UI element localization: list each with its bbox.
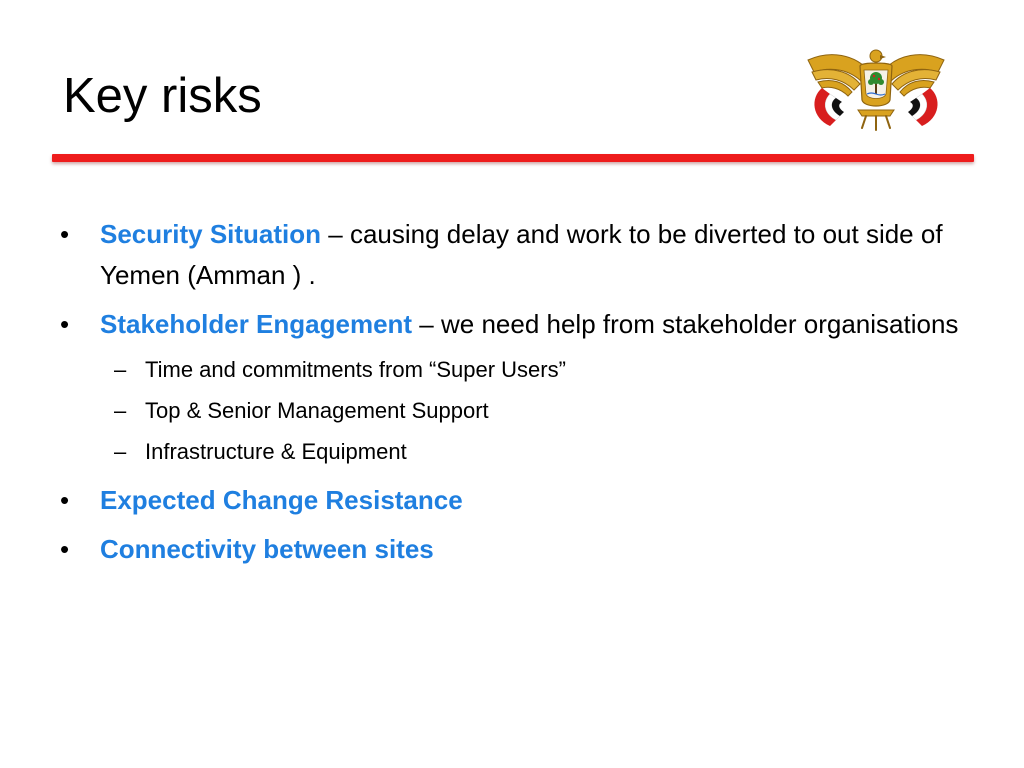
title-divider <box>52 154 974 162</box>
sub-bullet-text: Top & Senior Management Support <box>145 398 489 423</box>
sub-bullet-super-users <box>100 349 960 390</box>
yemen-national-emblem-icon <box>800 42 952 136</box>
bullet-stakeholder-engagement <box>60 304 960 472</box>
sub-bullet-management-support <box>100 390 960 431</box>
bullet-heading: Connectivity between sites <box>100 534 434 564</box>
sub-bullet-text: Time and commitments from “Super Users” <box>145 357 566 382</box>
bullet-marker: • <box>60 485 70 515</box>
bullet-list <box>60 214 960 578</box>
bullet-change-resistance <box>60 480 960 521</box>
bullet-heading: Security Situation <box>100 219 322 249</box>
sub-bullet-text: Infrastructure & Equipment <box>145 439 407 464</box>
bullet-marker: • <box>60 534 70 564</box>
bullet-connectivity <box>60 529 960 570</box>
sub-bullet-list <box>100 349 960 472</box>
sub-bullet-marker: – <box>114 398 127 423</box>
bullet-heading: Stakeholder Engagement <box>100 309 413 339</box>
sub-bullet-marker: – <box>114 357 127 382</box>
bullet-security-situation <box>60 214 960 296</box>
sub-bullet-infrastructure <box>100 431 960 472</box>
bullet-heading: Expected Change Resistance <box>100 485 463 515</box>
bullet-marker: • <box>60 219 70 249</box>
bullet-marker: • <box>60 309 70 339</box>
bullet-text: – we need help from stakeholder organisations <box>412 309 959 339</box>
sub-bullet-marker: – <box>114 439 127 464</box>
slide-title: Key risks <box>63 69 262 123</box>
bullet-text: – causing delay and work to be diverted to out side of Yemen (Amman ) . <box>100 219 943 290</box>
